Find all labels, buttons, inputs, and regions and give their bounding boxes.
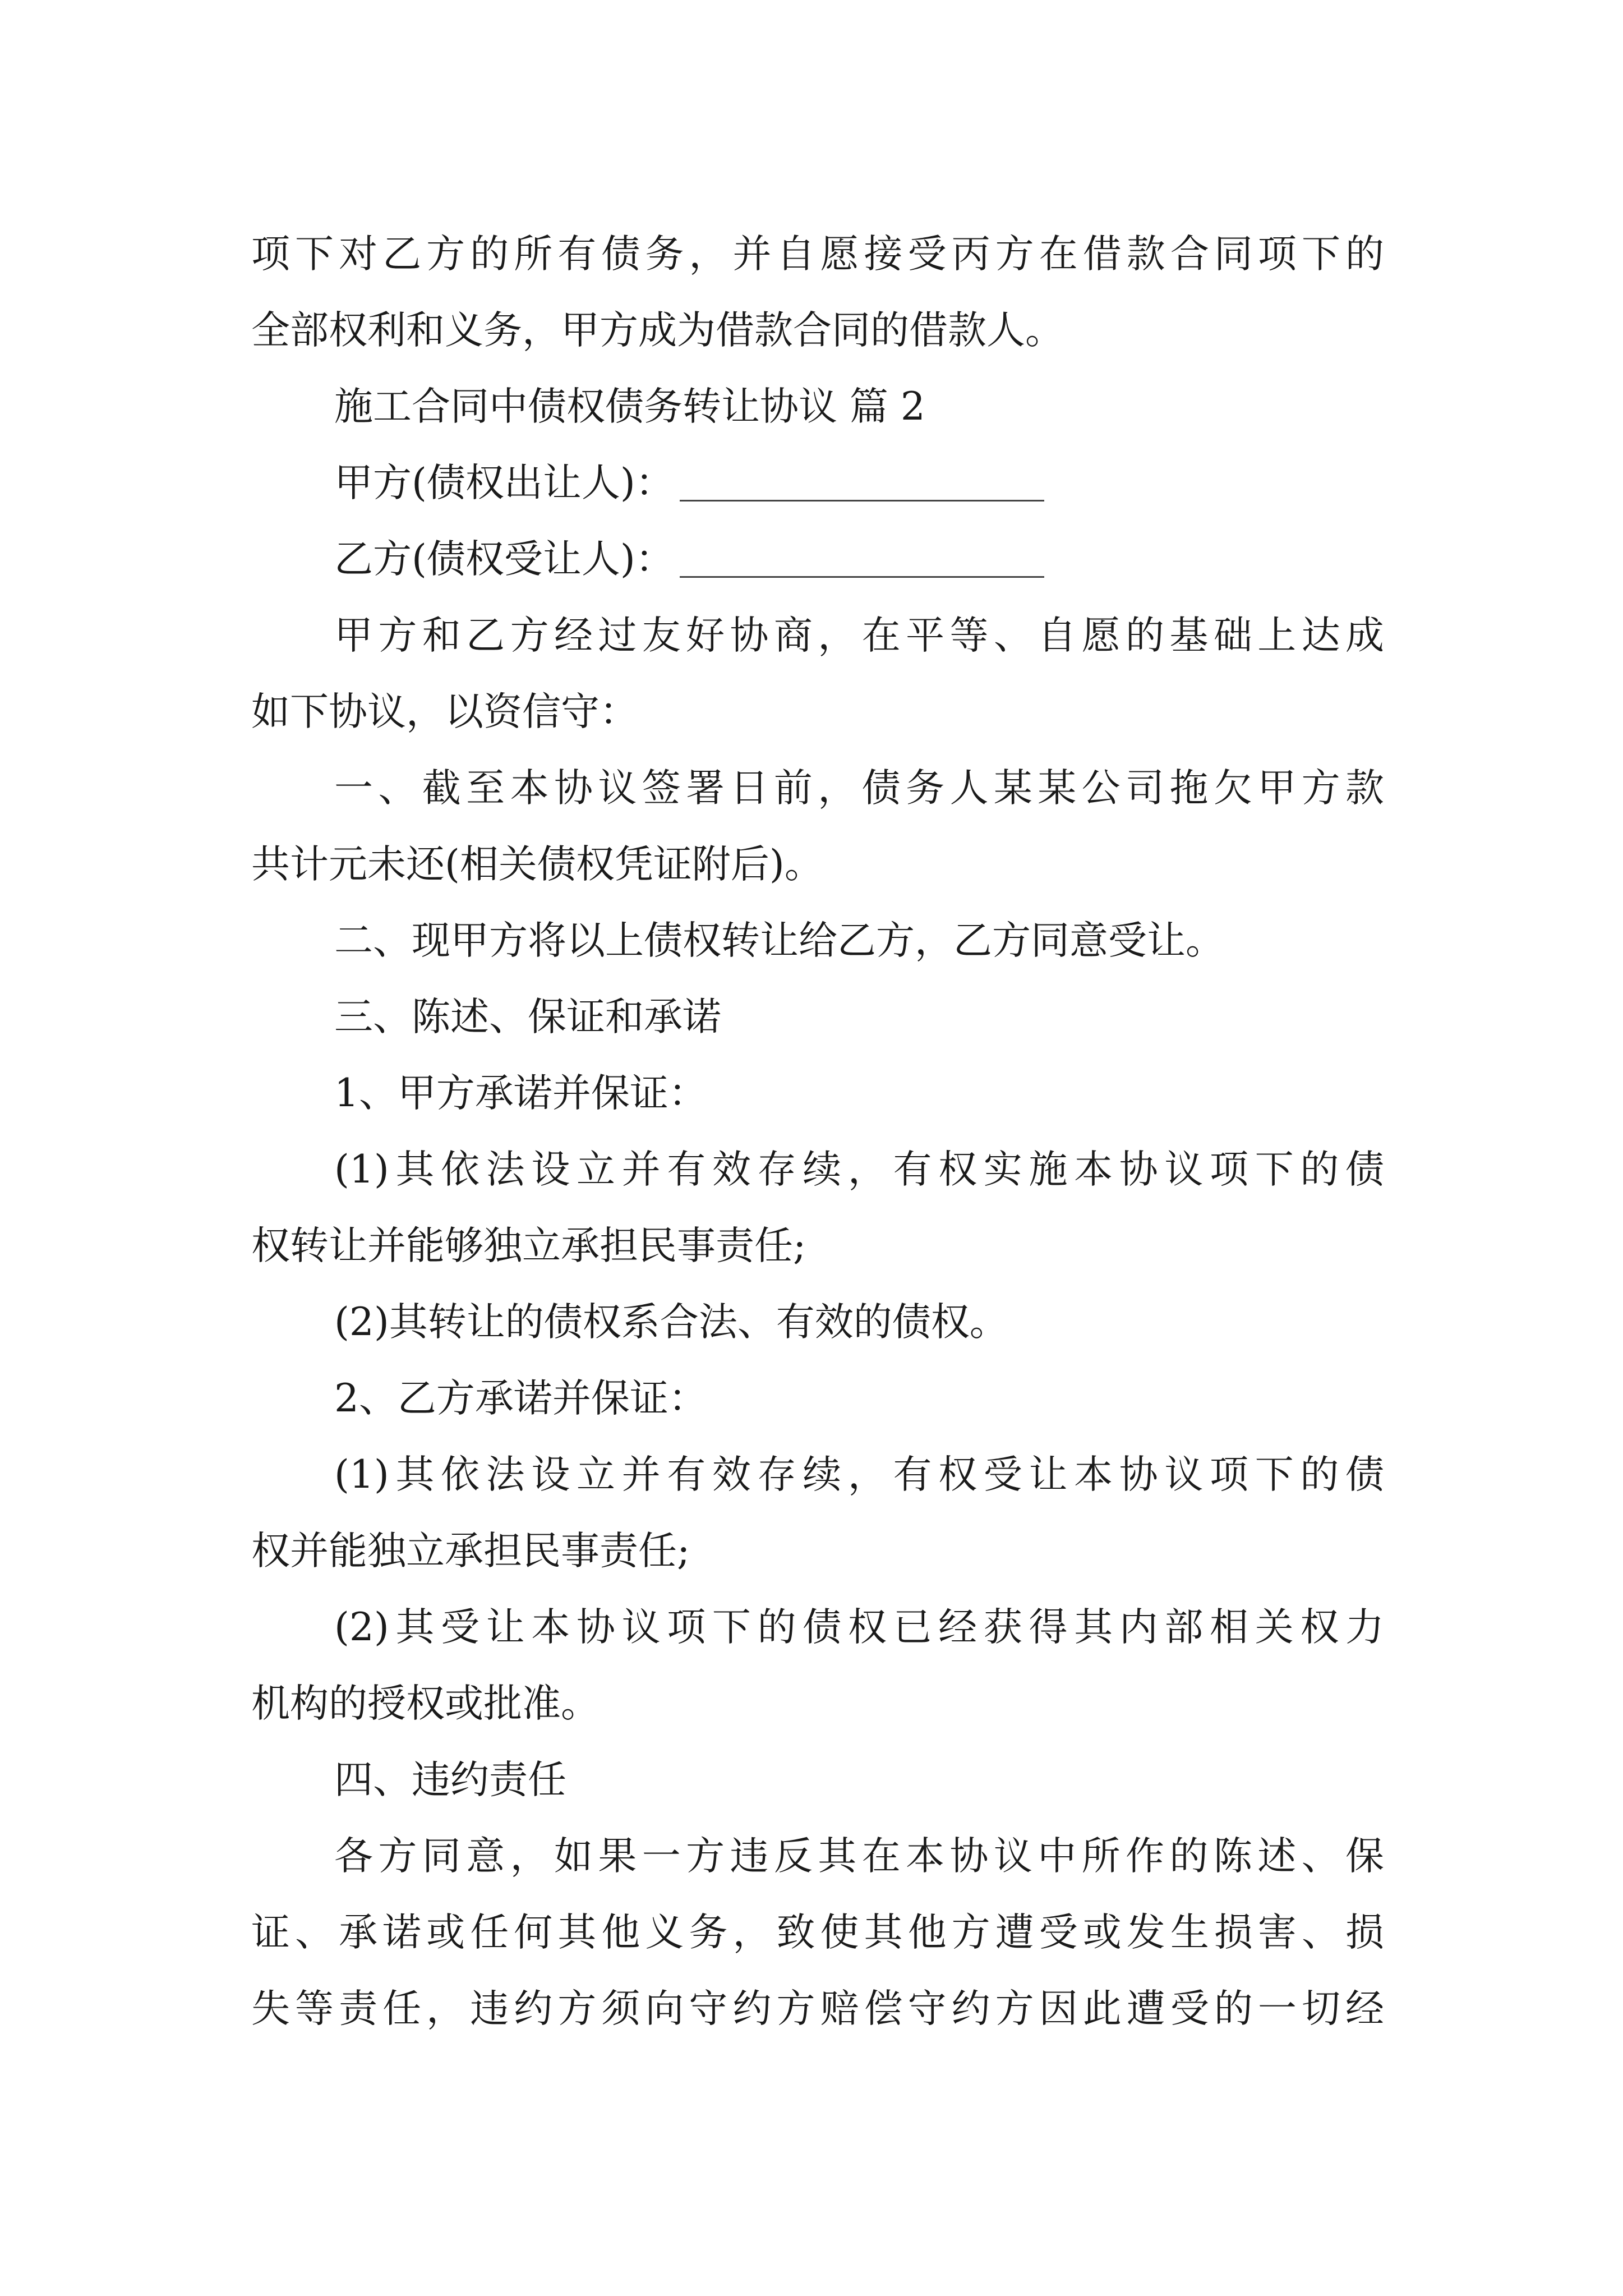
party-b-blank [680, 575, 1044, 578]
paragraph-line: (1)其依法设立并有效存续，有权实施本协议项下的债 [334, 1147, 1384, 1192]
party-a-blank [680, 499, 1044, 501]
document-body [251, 216, 1384, 2047]
party-b-line [251, 521, 1384, 597]
paragraph-line: 权并能独立承担民事责任; [251, 1529, 690, 1573]
sub-clause-heading: 2、乙方承诺并保证： [334, 1376, 707, 1421]
section-heading: 施工合同中债权债务转让协议 篇 2 [334, 384, 925, 429]
party-a-label: 甲方(债权出让人)： [334, 461, 674, 505]
paragraph-line: 机构的授权或批准。 [251, 1681, 600, 1726]
paragraph-line: (1)其依法设立并有效存续，有权受让本协议项下的债 [334, 1452, 1384, 1497]
party-b-label: 乙方(债权受让人)： [334, 537, 674, 582]
paragraph-line: 全部权利和义务，甲方成为借款合同的借款人。 [251, 308, 1064, 353]
paragraph-line: 权转让并能够独立承担民事责任; [251, 1223, 806, 1268]
paragraph-line: 甲方和乙方经过友好协商，在平等、自愿的基础上达成 [334, 613, 1384, 658]
paragraph-line: 一、截至本协议签署日前，债务人某某公司拖欠甲方款 [334, 766, 1384, 811]
paragraph-line: (2)其受让本协议项下的债权已经获得其内部相关权力 [334, 1605, 1384, 1650]
paragraph-line: 共计元未还(相关债权凭证附后)。 [251, 842, 823, 887]
clause-heading: 四、违约责任 [334, 1757, 566, 1802]
paragraph-line: 如下协议，以资信守： [251, 689, 638, 734]
paragraph-line: 二、现甲方将以上债权转让给乙方，乙方同意受让。 [334, 918, 1224, 963]
paragraph-line: 各方同意，如果一方违反其在本协议中所作的陈述、保 [334, 1834, 1384, 1879]
paragraph-line: 证、承诺或任何其他义务，致使其他方遭受或发生损害、损 [251, 1910, 1384, 1955]
party-a-line [251, 445, 1384, 521]
sub-clause-heading: 1、甲方承诺并保证： [334, 1071, 707, 1116]
paragraph-line: 失等责任，违约方须向守约方赔偿守约方因此遭受的一切经 [251, 1986, 1384, 2031]
clause-heading: 三、陈述、保证和承诺 [334, 995, 721, 1039]
paragraph-line: 项下对乙方的所有债务，并自愿接受丙方在借款合同项下的 [251, 232, 1384, 277]
paragraph-line: (2)其转让的债权系合法、有效的债权。 [334, 1300, 1008, 1345]
